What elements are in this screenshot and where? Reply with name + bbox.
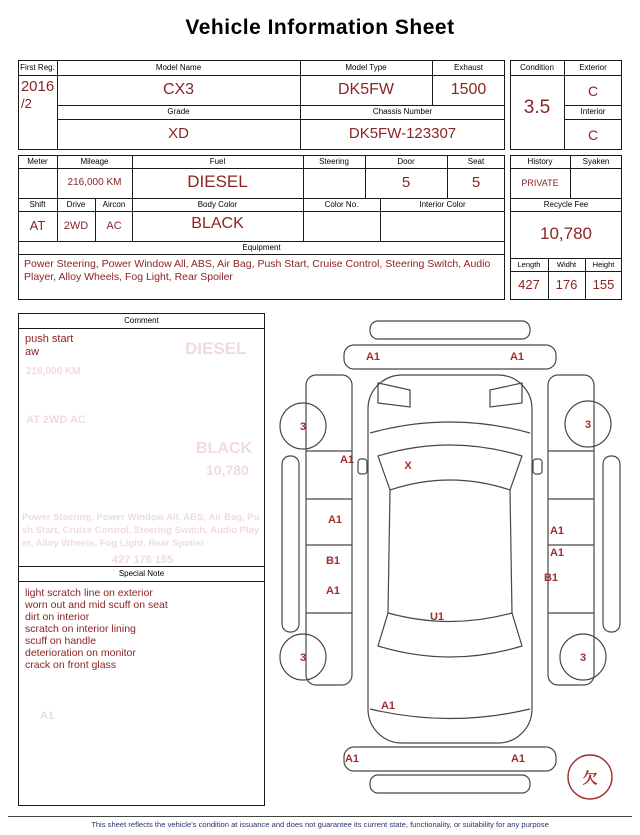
comment-line: push start [25,333,74,345]
history-label: History [527,157,553,166]
comment-line: aw [25,346,40,358]
fuel-label: Fuel [209,157,226,166]
divider [510,211,622,212]
special-note-line: crack on front glass [25,659,117,671]
model-type-value: DK5FW [338,81,394,98]
seat-value: 5 [471,174,481,191]
recycle-fee-value: 10,780 [540,224,592,243]
damage-mark: A1 [339,454,355,466]
divider [564,105,622,106]
ghost-text: Power Steering, Power Window All, ABS, Air Bag, Pu [22,512,260,523]
shift-label: Shift [29,200,46,209]
damage-mark: A1 [380,700,396,712]
fuel-value: DIESEL [187,172,248,191]
aircon-label: Aircon [102,200,126,209]
tire-mark: 3 [299,652,307,664]
damage-mark: A1 [344,753,360,765]
interior-grade: C [587,127,599,143]
divider [510,271,622,272]
mirror-right [533,459,542,474]
divider [57,105,505,106]
car-damage-diagram [270,313,632,807]
equipment-label: Equipment [242,243,281,252]
door-label: Door [397,157,415,166]
divider [18,566,265,567]
divider [18,328,265,329]
damage-mark: A1 [510,753,526,765]
left-side-panel [306,375,355,685]
exhaust-value: 1500 [450,81,487,98]
divider [510,198,622,199]
grade-value: XD [168,125,189,142]
special-note-line: worn out and mid scuff on seat [25,599,168,611]
divider [57,119,505,120]
exterior-label: Exterior [579,63,607,72]
length-label: Length [517,260,541,269]
model-name-label: Model Name [155,63,202,72]
first-reg-month: /2 [21,96,32,111]
roof-line-right [510,490,512,613]
ghost-text: BLACK [196,440,252,457]
mirror-left [358,459,367,474]
rear-trim-strip [370,775,530,793]
first-reg-label: First Reg. [20,63,55,72]
tire-mark: 3 [579,652,587,664]
front-grille-strip [370,321,530,339]
width-label: Widht [556,260,577,269]
divider [18,75,505,76]
tire-mark: 3 [299,421,307,433]
rear-window [378,613,522,657]
tire-mark: 3 [584,419,592,431]
ghost-text: A1 [40,710,55,722]
page-title: Vehicle Information Sheet [185,16,455,39]
model-name-value: CX3 [162,81,195,98]
condition-score: 3.5 [523,97,551,118]
right-sill-strip [603,456,620,632]
drive-label: Drive [66,200,86,209]
special-note-line: scratch on interior lining [25,623,136,635]
divider [18,581,265,582]
condition-label: Condition [520,63,554,72]
damage-mark: A1 [509,351,525,363]
headlight-left [378,383,410,407]
special-note-label: Special Note [118,569,165,578]
recycle-fee-label: Recycle Fee [543,200,589,209]
body-color-value: BLACK [191,215,244,232]
door-value: 5 [401,174,411,191]
meter-label: Meter [27,157,48,166]
damage-mark: B1 [543,572,559,584]
interior-label: Interior [580,107,606,116]
grade-label: Grade [167,107,190,116]
missing-part-mark: 欠 [582,770,598,787]
ghost-text: AT 2WD AC [26,414,86,426]
width-value: 176 [555,277,578,292]
first-reg-year: 2016 [20,78,55,95]
divider [18,211,505,212]
model-type-label: Model Type [345,63,387,72]
mileage-value: 216,000 KM [67,177,122,188]
ghost-text: er, Alloy Wheels, Fog Light, Rear Spoiler [22,538,205,549]
ghost-text: 427 176 155 [112,554,174,566]
headlight-right [490,383,522,407]
mileage-label: Mileage [80,157,109,166]
steering-label: Steering [319,157,349,166]
special-note-line: deterioration on monitor [25,647,136,659]
drive-value: 2WD [63,220,89,232]
shift-value: AT [29,218,46,233]
ghost-text: sh Start, Cruise Control, Steering Switch, Audio Play [22,525,260,536]
ghost-text: 10,780 [206,462,249,478]
exterior-grade: C [587,83,599,99]
damage-mark: A1 [549,525,565,537]
comment-label: Comment [124,316,159,325]
damage-mark: A1 [327,514,343,526]
damage-mark: A1 [325,585,341,597]
hood-line [370,422,530,433]
height-value: 155 [592,277,615,292]
divider [510,75,622,76]
equipment-value: Power Steering, Power Window All, ABS, Air Bag, Push Start, Cruise Control, Steering Switch, Audio Player, Alloy Wheels, Fog Light, Rear Spoiler [24,258,491,283]
damage-mark: A1 [549,547,565,559]
body-outline [368,375,532,743]
color-no-label: Color No. [324,200,359,209]
windshield [378,445,522,490]
divider [564,119,622,120]
footer-disclaimer: This sheet reflects the vehicle's condition at issuance and does not guarantee its current state, functionality, or suitability for any purpose [91,820,549,829]
damage-mark: B1 [325,555,341,567]
special-note-line: scuff on handle [25,635,97,647]
aircon-value: AC [106,220,122,232]
exhaust-label: Exhaust [454,63,483,72]
glass-mark: X [404,460,412,472]
divider [18,241,505,242]
divider [510,168,622,169]
divider [18,168,505,169]
footer-divider [8,816,632,817]
divider [510,258,622,259]
special-note-line: light scratch line on exterior [25,587,153,599]
damage-mark: A1 [365,351,381,363]
damage-mark: U1 [429,611,445,623]
chassis-number-value: DK5FW-123307 [348,125,457,142]
height-label: Height [592,260,615,269]
chassis-number-label: Chassis Number [372,107,433,116]
ghost-text: DIESEL [185,339,247,358]
body-color-label: Body Color [197,200,238,209]
left-sill-strip [282,456,299,632]
interior-color-label: Interior Color [419,200,466,209]
length-value: 427 [518,277,540,292]
roof-line-left [388,490,390,613]
divider [18,198,505,199]
syaken-label: Syaken [582,157,610,166]
seat-label: Seat [467,157,485,166]
special-note-line: dirt on interior [25,611,90,623]
divider [18,254,505,255]
history-value: PRIVATE [521,178,559,188]
ghost-text: 216,000 KM [26,366,81,377]
